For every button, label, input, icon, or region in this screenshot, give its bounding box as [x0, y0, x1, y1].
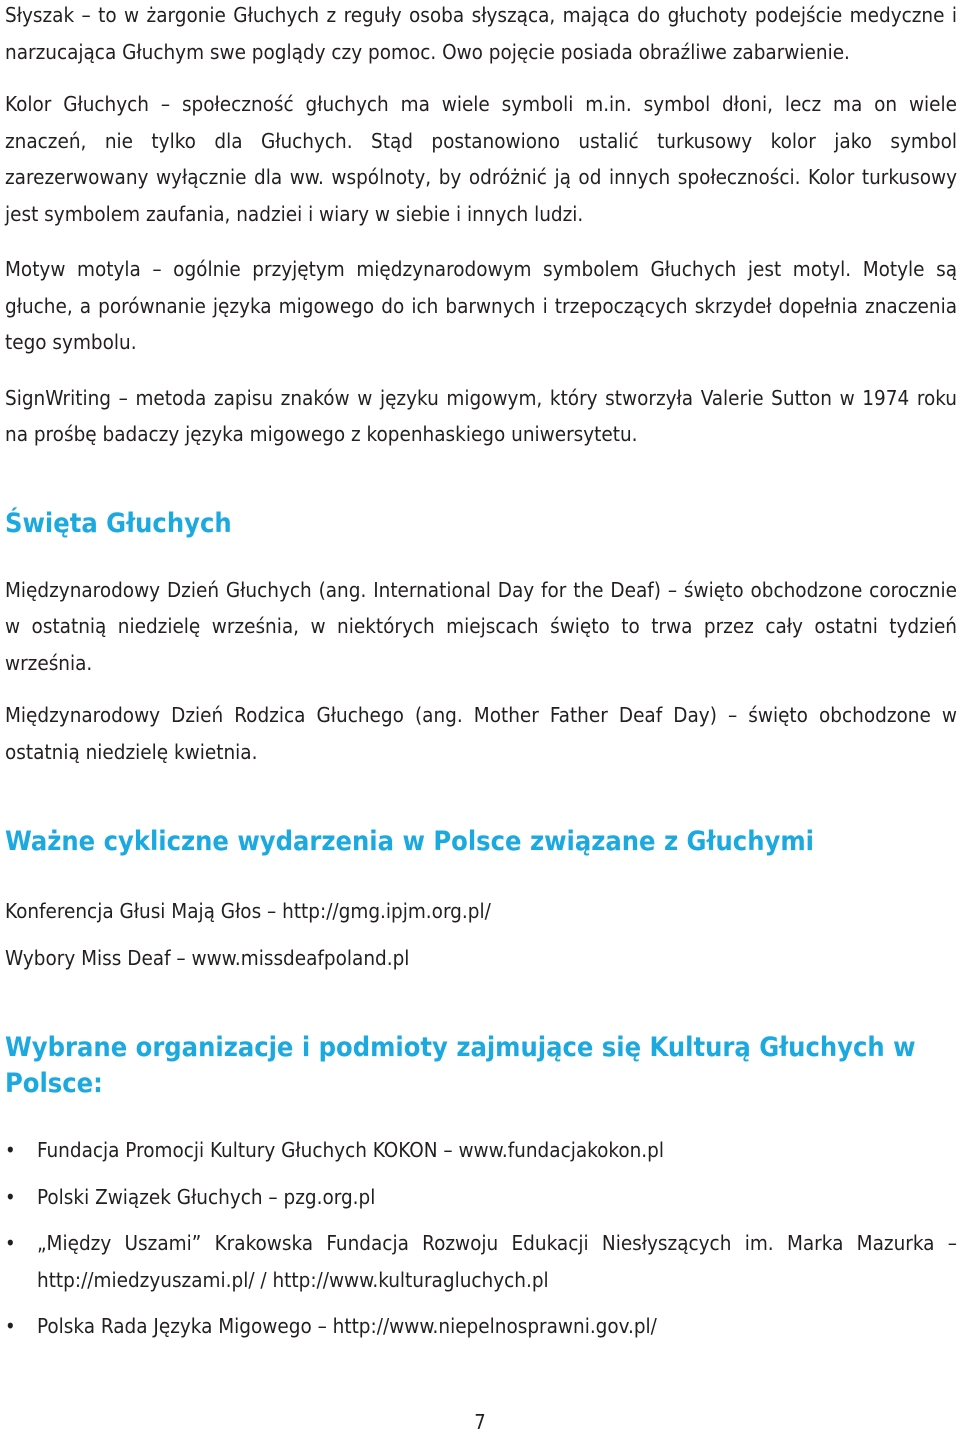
event-item-miss-deaf: Wybory Miss Deaf – www.missdeafpoland.pl: [5, 945, 410, 970]
list-item: [5, 1308, 957, 1345]
event-item-konferencja: Konferencja Głusi Mają Głos – http://gmg.ipjm.org.pl/: [5, 899, 491, 923]
paragraph-signwriting: SignWriting – metoda zapisu znaków w języku migowym, który stworzyła Valerie Sutton w 1974 roku na prośbę badaczy języka migowego z kopenhaskiego uniwersytetu.: [5, 385, 957, 446]
bullet-icon: •: [5, 1138, 16, 1162]
organization-miedzy-uszami: „Między Uszami” Krakowska Fundacja Rozwoju Edukacji Niesłyszących im. Marka Mazurka – http://miedzyuszami.pl/ / http://www.kulturagluchych.pl: [37, 1231, 957, 1292]
list-item: [5, 1179, 957, 1216]
organization-kokon: Fundacja Promocji Kultury Głuchych KOKON – www.fundacjakokon.pl: [37, 1138, 664, 1162]
paragraph-dzien-rodzica: Międzynarodowy Dzień Rodzica Głuchego (ang. Mother Father Deaf Day) – święto obchodzone w ostatnią niedzielę kwietnia.: [5, 703, 957, 764]
organization-prjm: Polska Rada Języka Migowego – http://www.niepelnosprawni.gov.pl/: [37, 1314, 657, 1338]
bullet-icon: •: [5, 1184, 16, 1209]
organizations-list: [5, 1132, 957, 1345]
bullet-icon: •: [5, 1231, 16, 1255]
heading-wazne-wydarzenia: Ważne cykliczne wydarzenia w Polsce związane z Głuchymi: [5, 826, 814, 857]
page-number: 7: [474, 1410, 486, 1434]
paragraph-motyw-motyla: Motyw motyla – ogólnie przyjętym międzynarodowym symbolem Głuchych jest motyl. Motyle są głuche, a porównanie języka migowego do ich barwnych i trzepoczących skrzydeł dopełnia znaczenia tego symbolu.: [5, 257, 957, 354]
organization-pzg: Polski Związek Głuchych – pzg.org.pl: [37, 1184, 376, 1209]
document-page: [5, 0, 957, 1355]
paragraph-dzien-gluchych: Międzynarodowy Dzień Głuchych (ang. International Day for the Deaf) – święto obchodzone corocznie w ostatnią niedzielę września, w niektórych miejscach święto to trwa przez cały ostatni tydzień września.: [5, 577, 957, 675]
paragraph-slyszak: Słyszak – to w żargonie Głuchych z reguły osoba słysząca, mająca do głuchoty podejście medyczne i narzucająca Głuchym swe poglądy czy pomoc. Owo pojęcie posiada obraźliwe zabarwienie.: [5, 3, 957, 64]
list-item: [5, 1225, 957, 1298]
bullet-icon: •: [5, 1314, 16, 1338]
heading-swieta-gluchych: Święta Głuchych: [5, 507, 232, 539]
list-item: [5, 1132, 957, 1169]
heading-organizacje: Wybrane organizacje i podmioty zajmujące się Kulturą Głuchych w Polsce:: [5, 1032, 916, 1099]
paragraph-kolor-gluchych: Kolor Głuchych – społeczność głuchych ma wiele symboli m.in. symbol dłoni, lecz ma on wiele znaczeń, nie tylko dla Głuchych. Stąd postanowiono ustalić turkusowy kolor jako symbol zarezerwowany wyłącznie dla ww. wspólnoty, by odróżnić ją od innych społeczności. Kolor turkusowy jest symbolem zaufania, nadziei i wiary w siebie i innych ludzi.: [5, 92, 957, 226]
events-list: [5, 893, 957, 976]
